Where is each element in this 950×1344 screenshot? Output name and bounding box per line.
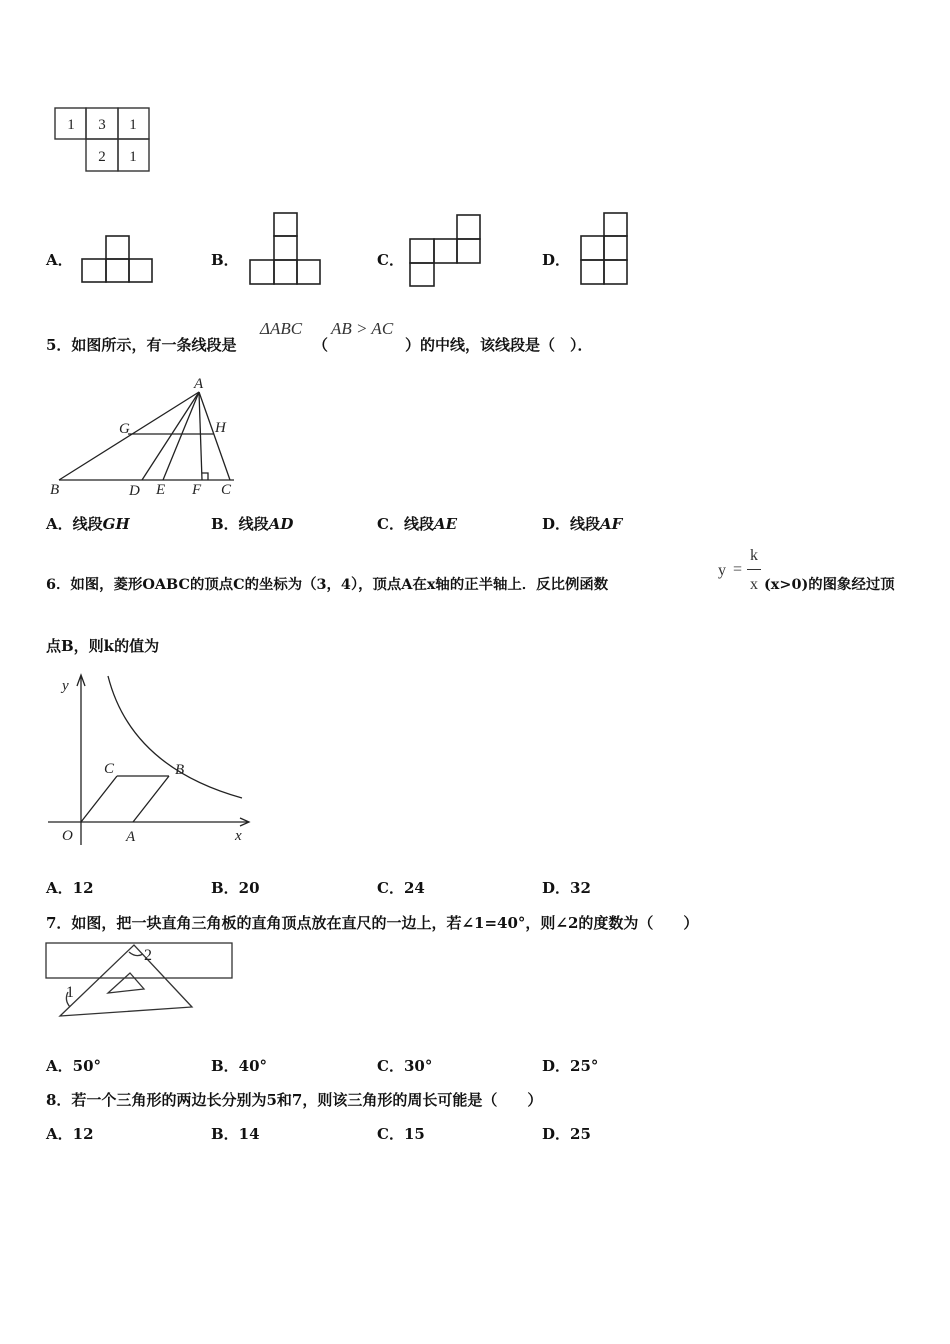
q5-stem-after: ）的中线，该线段是（ ）． [405,336,593,354]
q4-option-a-label: A． [46,251,73,269]
q4-option-b-figure [246,208,324,288]
q7-ruler-triangle-figure [44,940,240,1022]
q6-label-b: B [175,762,185,778]
q7-option-a: A．50° [46,1057,102,1075]
q6-stem-line1-tail: (x>0)的图象经过顶 [764,576,895,593]
net-cell-4: 2 [98,149,106,165]
q4-option-d-figure [576,208,632,288]
net-cell-1: 1 [67,117,75,133]
q5-math-triangle: ΔABC [260,319,303,338]
q5-label-c: C [221,482,232,498]
q5-label-e: E [156,482,166,498]
q4-option-c-label: C． [377,251,404,269]
q6-stem-line2: 点B，则k的值为 [46,637,160,655]
q5-paren-open: （ [313,336,329,354]
q6-label-x: x [235,828,242,844]
q6-formula-y: y [718,562,726,579]
q5-label-a: A [194,376,204,392]
q4-option-a-figure [78,232,156,286]
net-cell-5: 1 [129,149,137,165]
q4-option-d-label: D． [542,251,571,269]
q8-option-c: C．15 [377,1125,425,1143]
q6-option-a: A．12 [46,879,94,897]
q5-triangle-figure [44,370,244,502]
net-cell-3: 1 [129,117,137,133]
q6-option-b: B．20 [211,879,260,897]
q5-option-c: C．线段AE [377,515,458,533]
q4-option-c-figure [406,210,486,290]
q5-label-g: G [119,421,130,437]
q6-label-a: A [126,829,136,845]
q7-option-c: C．30° [377,1057,433,1075]
q7-angle-1-label: 1 [66,984,74,1001]
q6-option-c: C．24 [377,879,425,897]
net-grid-figure [50,103,154,175]
q6-option-d: D．32 [542,879,591,897]
q5-label-d: D [129,483,140,499]
q5-option-b: B．线段AD [211,515,294,533]
q8-stem: 8．若一个三角形的两边长分别为5和7，则该三角形的周长可能是（ ） [46,1091,543,1109]
q7-option-d: D．25° [542,1057,599,1075]
q6-stem-line1: 6．如图，菱形OABC的顶点C的坐标为（3，4），顶点A在x轴的正半轴上．反比例函数 [46,576,609,593]
net-cell-2: 3 [98,117,106,133]
q4-option-b-label: B． [211,251,239,269]
q7-stem: 7．如图，把一块直角三角板的直角顶点放在直尺的一边上，若∠1=40°，则∠2的度数为（ ） [46,914,699,932]
q5-label-h: H [215,420,226,436]
q5-math-condition: AB > AC [331,319,394,338]
q7-angle-2-label: 2 [144,947,152,964]
q6-formula-num: k [750,547,758,564]
q5-label-b: B [50,482,60,498]
q8-option-a: A．12 [46,1125,94,1143]
q6-label-o: O [62,828,73,844]
q7-option-b: B．40° [211,1057,268,1075]
q5-stem-before: 5．如图所示，有一条线段是 [46,336,237,354]
q6-formula-eq: = [733,561,743,578]
q8-option-d: D．25 [542,1125,591,1143]
q6-graph-figure [44,670,254,850]
q6-formula-den: x [750,576,758,593]
q6-label-y: y [62,678,69,694]
q5-option-d: D．线段AF [542,515,623,533]
q6-label-c: C [104,761,115,777]
q6-fraction-bar [747,569,761,570]
q8-option-b: B．14 [211,1125,260,1143]
q5-label-f: F [192,482,202,498]
q5-option-a: A．线段GH [46,515,130,533]
